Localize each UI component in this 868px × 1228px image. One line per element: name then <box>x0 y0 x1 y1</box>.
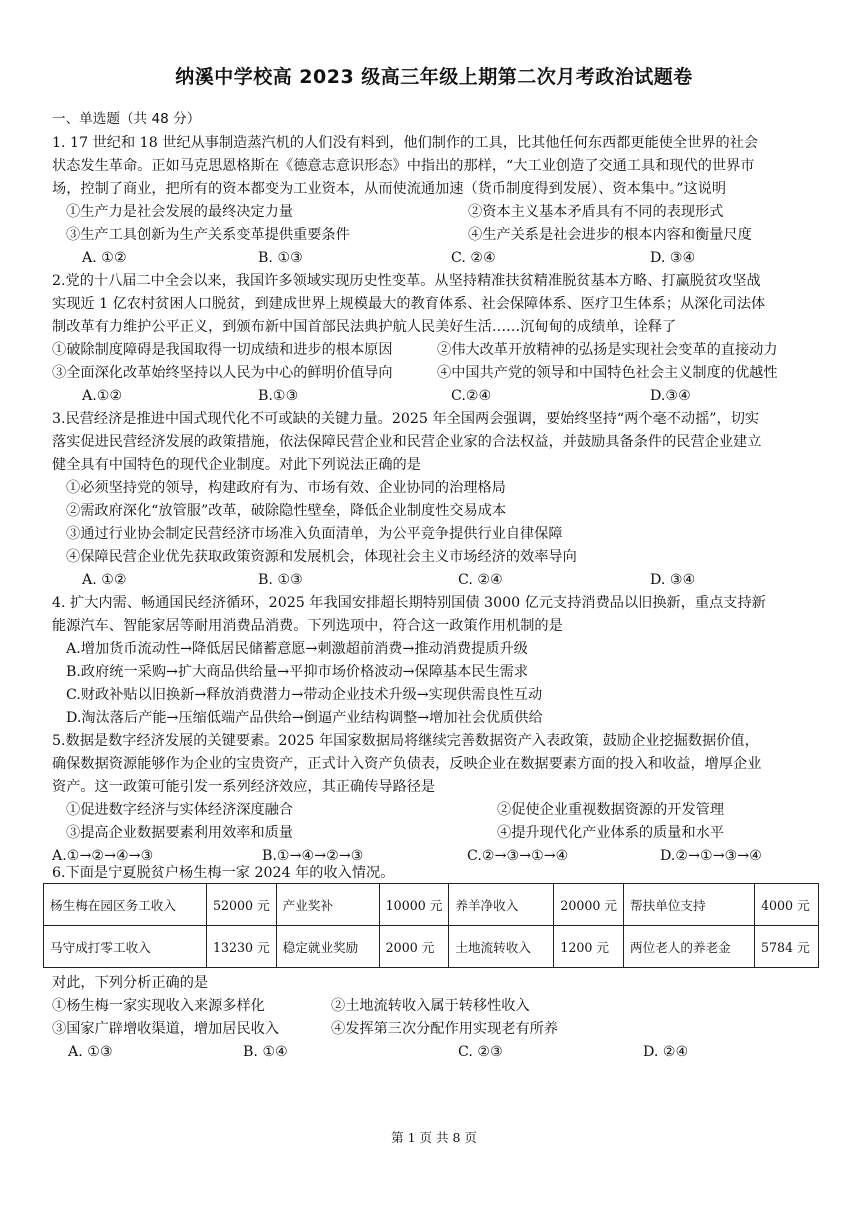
q2-stem-line: 实现近 1 亿农村贫困人口脱贫，到建成世界上规模最大的教育体系、社会保障体系、医疗卫生体系；从深化司法体 <box>52 296 766 312</box>
q5-stem-line: 5.数据是数字经济发展的关键要素。2025 年国家数据局将继续完善数据资产入表政策，鼓励企业挖掘数据价值， <box>52 733 759 749</box>
table-cell: 土地流转收入 <box>449 926 554 968</box>
q2-statement-2: ②伟大改革开放精神的弘扬是实现社会变革的直接动力 <box>437 342 778 358</box>
q1-stem-line: 1. 17 世纪和 18 世纪从事制造蒸汽机的人们没有料到，他们制作的工具，比其他任何东西都更能使全世界的社会 <box>52 135 759 151</box>
q6-choice-c: C. ②③ <box>458 1044 503 1060</box>
q1-choice-a: A. ①② <box>82 250 127 266</box>
table-cell: 稳定就业奖励 <box>276 926 379 968</box>
q3-choice-c: C. ②④ <box>458 572 503 588</box>
q2-statement-1: ①破除制度障碍是我国取得一切成绩和进步的根本原因 <box>52 342 393 358</box>
q1-choice-b: B. ①③ <box>258 250 303 266</box>
q2-statement-4: ④中国共产党的领导和中国特色社会主义制度的优越性 <box>437 365 778 381</box>
q6-choice-b: B. ①④ <box>243 1044 288 1060</box>
q2-choice-c: C.②④ <box>451 388 492 404</box>
q1-stem-line: 状态发生革命。正如马克思恩格斯在《德意志意识形态》中指出的那样，“大工业创造了交通工具和现代的世界市 <box>52 158 755 174</box>
table-cell: 养羊净收入 <box>449 884 554 926</box>
q5-statement-1: ①促进数字经济与实体经济深度融合 <box>66 802 294 818</box>
q5-choice-b: B.①→④→②→③ <box>262 848 364 864</box>
q2-choice-b: B.①③ <box>258 388 299 404</box>
q5-statement-2: ②促使企业重视数据资源的开发管理 <box>497 802 725 818</box>
table-row <box>44 884 819 926</box>
table-row <box>44 926 819 968</box>
table-cell: 5784 元 <box>755 926 819 968</box>
q6-stem: 6.下面是宁夏脱贫户杨生梅一家 2024 年的收入情况。 <box>52 865 395 881</box>
q3-choice-a: A. ①② <box>82 572 127 588</box>
table-cell: 1200 元 <box>554 926 624 968</box>
q1-statement-1: ①生产力是社会发展的最终决定力量 <box>66 204 294 220</box>
table-cell: 10000 元 <box>379 884 449 926</box>
q3-stem-line: 3.民营经济是推进中国式现代化不可或缺的关键力量。2025 年全国两会强调，要始终坚持“两个毫不动摇”，切实 <box>52 411 760 427</box>
q3-statement-1: ①必须坚持党的领导，构建政府有为、市场有效、企业协同的治理格局 <box>66 480 506 496</box>
q1-choice-d: D. ③④ <box>650 250 696 266</box>
page-title: 纳溪中学校高 2023 级高三年级上期第二次月考政治试题卷 <box>175 66 693 88</box>
q3-stem-line: 健全具有中国特色的现代企业制度。对此下列说法正确的是 <box>52 457 421 473</box>
table-cell: 13230 元 <box>207 926 277 968</box>
q4-choice-b: B.政府统一采购→扩大商品供给量→平抑市场价格波动→保障基本民生需求 <box>66 664 529 680</box>
q2-statement-3: ③全面深化改革始终坚持以人民为中心的鲜明价值导向 <box>52 365 393 381</box>
q5-choice-d: D.②→①→③→④ <box>660 848 762 864</box>
q3-choice-d: D. ③④ <box>650 572 696 588</box>
table-cell: 马守成打零工收入 <box>44 926 207 968</box>
q5-statement-3: ③提高企业数据要素利用效率和质量 <box>66 825 294 841</box>
table-cell: 2000 元 <box>379 926 449 968</box>
q2-stem-line: 2.党的十八届二中全会以来，我国许多领域实现历史性变革。从坚持精准扶贫精准脱贫基本方略、打赢脱贫攻坚战 <box>52 273 761 289</box>
q4-choice-c: C.财政补贴以旧换新→释放消费潜力→带动企业技术升级→实现供需良性互动 <box>66 687 543 703</box>
table-cell: 52000 元 <box>207 884 277 926</box>
q2-stem-line: 制改革有力维护公平正义，到颁布新中国首部民法典护航人民美好生活……沉甸甸的成绩单，诠释了 <box>52 319 677 335</box>
q2-choice-a: A.①② <box>82 388 123 404</box>
q2-choice-d: D.③④ <box>650 388 691 404</box>
q4-choice-a: A.增加货币流动性→降低居民储蓄意愿→刺激超前消费→推动消费提质升级 <box>66 641 528 657</box>
q5-stem-line: 资产。这一政策可能引发一系列经济效应，其正确传导路径是 <box>52 779 436 795</box>
table-cell: 两位老人的养老金 <box>624 926 755 968</box>
table-cell: 杨生梅在园区务工收入 <box>44 884 207 926</box>
q4-stem-line: 能源汽车、智能家居等耐用消费品消费。下列选项中，符合这一政策作用机制的是 <box>52 618 563 634</box>
q6-statement-4: ④发挥第三次分配作用实现老有所养 <box>331 1021 559 1037</box>
table-cell: 20000 元 <box>554 884 624 926</box>
q1-statement-2: ②资本主义基本矛盾具有不同的表现形式 <box>468 204 724 220</box>
q3-statement-2: ②需政府深化“放管服”改革，破除隐性壁垒，降低企业制度性交易成本 <box>66 503 507 519</box>
table-cell: 帮扶单位支持 <box>624 884 755 926</box>
q3-statement-3: ③通过行业协会制定民营经济市场准入负面清单，为公平竞争提供行业自律保障 <box>66 526 563 542</box>
q5-stem-line: 确保数据资源能够作为企业的宝贵资产，正式计入资产负债表，反映企业在数据要素方面的投入和收益，增厚企业 <box>52 756 762 772</box>
q4-choice-d: D.淘汰落后产能→压缩低端产品供给→倒逼产业结构调整→增加社会优质供给 <box>66 710 543 726</box>
q3-choice-b: B. ①③ <box>258 572 303 588</box>
q6-statement-1: ①杨生梅一家实现收入来源多样化 <box>52 998 265 1014</box>
q5-choice-a: A.①→②→④→③ <box>52 848 154 864</box>
q1-stem-line: 场，控制了商业，把所有的资本都变为工业资本，从而使流通加速（货币制度得到发展）、资本集中。”这说明 <box>52 181 727 197</box>
q6-statement-2: ②土地流转收入属于转移性收入 <box>331 998 530 1014</box>
income-table <box>43 883 819 968</box>
q3-statement-4: ④保障民营企业优先获取政策资源和发展机会，体现社会主义市场经济的效率导向 <box>66 549 577 565</box>
page-number: 第 1 页 共 8 页 <box>391 1130 477 1145</box>
table-cell: 4000 元 <box>755 884 819 926</box>
q6-question: 对此，下列分析正确的是 <box>52 975 209 991</box>
q6-choice-a: A. ①③ <box>68 1044 113 1060</box>
table-cell: 产业奖补 <box>276 884 379 926</box>
q1-choice-c: C. ②④ <box>451 250 496 266</box>
q4-stem-line: 4. 扩大内需、畅通国民经济循环，2025 年我国安排超长期特别国债 3000 亿元支持消费品以旧换新，重点支持新 <box>52 595 766 611</box>
q6-choice-d: D. ②④ <box>643 1044 689 1060</box>
q6-statement-3: ③国家广辟增收渠道，增加居民收入 <box>52 1021 280 1037</box>
q1-statement-3: ③生产工具创新为生产关系变革提供重要条件 <box>66 227 350 243</box>
q3-stem-line: 落实促进民营经济发展的政策措施，依法保障民营企业和民营企业家的合法权益，并鼓励具备条件的民营企业建立 <box>52 434 762 450</box>
q5-choice-c: C.②→③→①→④ <box>467 848 569 864</box>
q1-statement-4: ④生产关系是社会进步的根本内容和衡量尺度 <box>468 227 752 243</box>
q5-statement-4: ④提升现代化产业体系的质量和水平 <box>497 825 725 841</box>
section-heading: 一、单选题（共 48 分） <box>52 111 201 127</box>
